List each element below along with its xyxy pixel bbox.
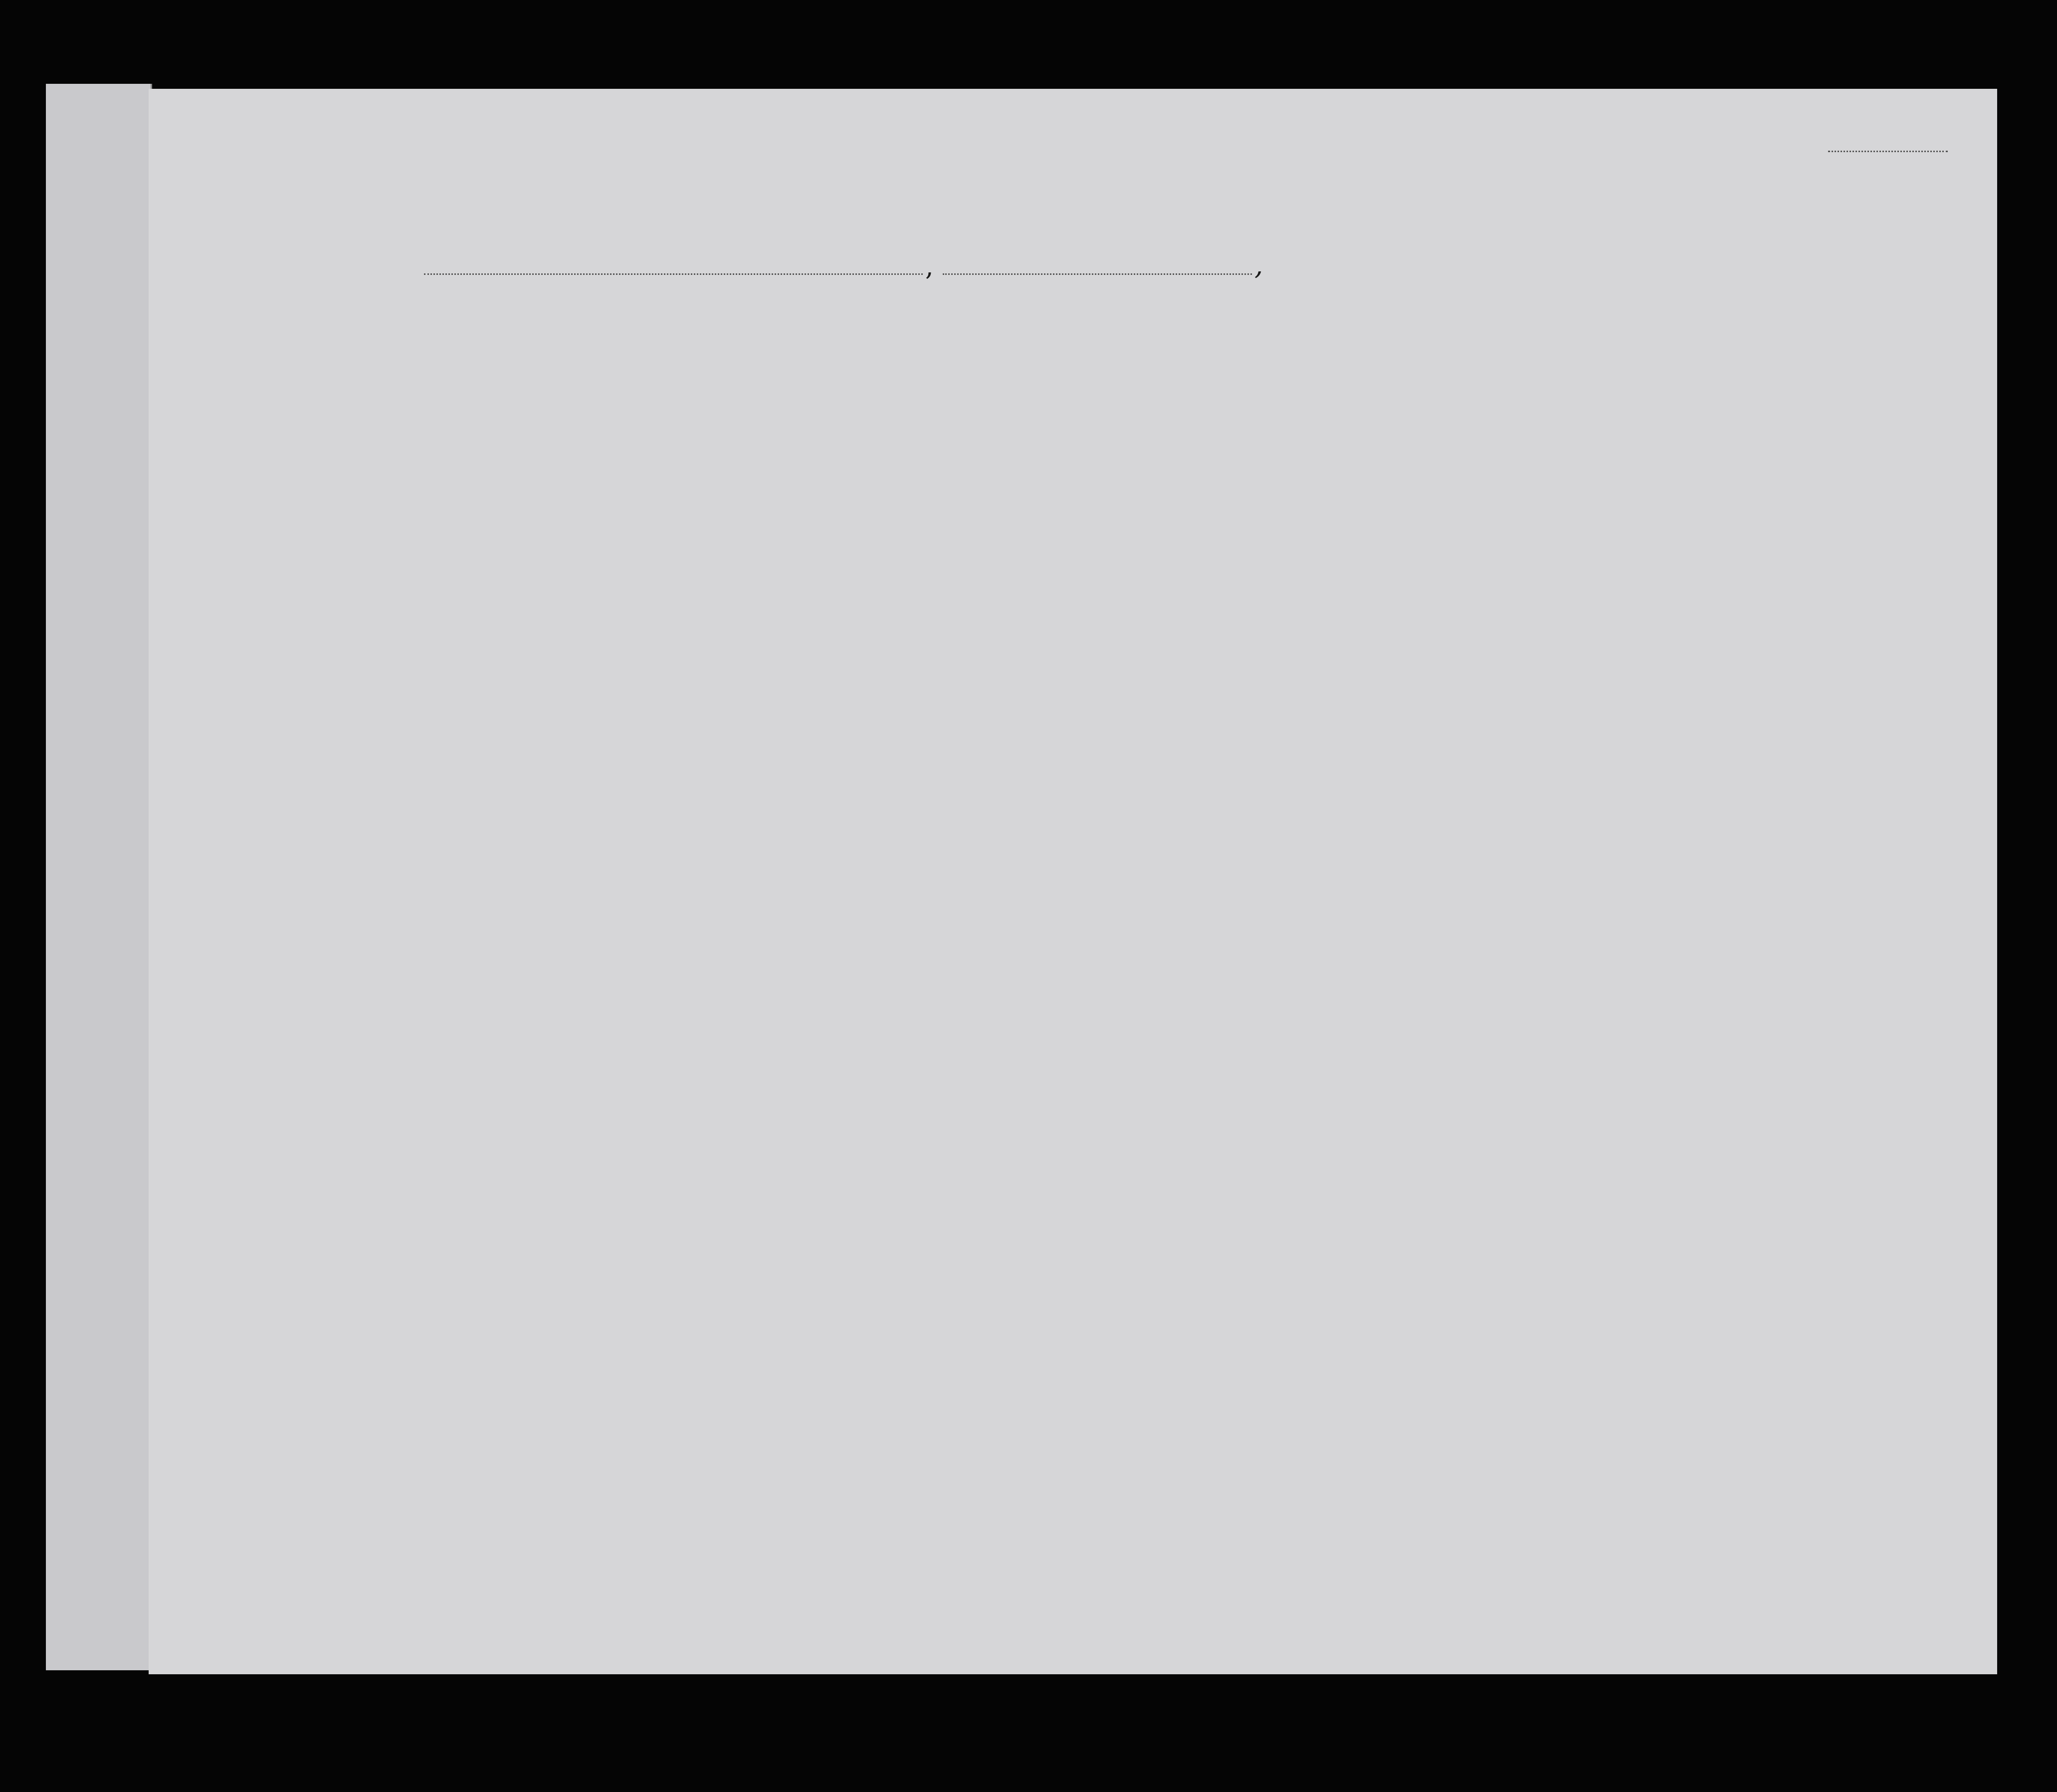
header-c24c xyxy=(1312,362,1337,449)
header-c24a xyxy=(1232,362,1257,449)
year-prefix-comma: , xyxy=(1254,249,1263,281)
header-c31 xyxy=(1549,339,1569,449)
header-c34-feet xyxy=(1692,414,1704,449)
date-line xyxy=(943,273,1252,275)
header-c27 xyxy=(1409,339,1424,449)
header-c34-inches xyxy=(1713,414,1725,449)
header-c28 xyxy=(1432,339,1491,449)
header-c24b xyxy=(1277,362,1302,449)
list-line xyxy=(1828,151,1948,152)
header-c30 xyxy=(1526,339,1546,449)
header-c25 xyxy=(1347,362,1377,449)
header-c29 xyxy=(1489,339,1524,449)
header-c26 xyxy=(1384,339,1399,449)
port-line xyxy=(424,273,923,275)
header-c19 xyxy=(657,333,674,449)
comma: , xyxy=(925,252,934,282)
header-c21 xyxy=(780,333,797,449)
